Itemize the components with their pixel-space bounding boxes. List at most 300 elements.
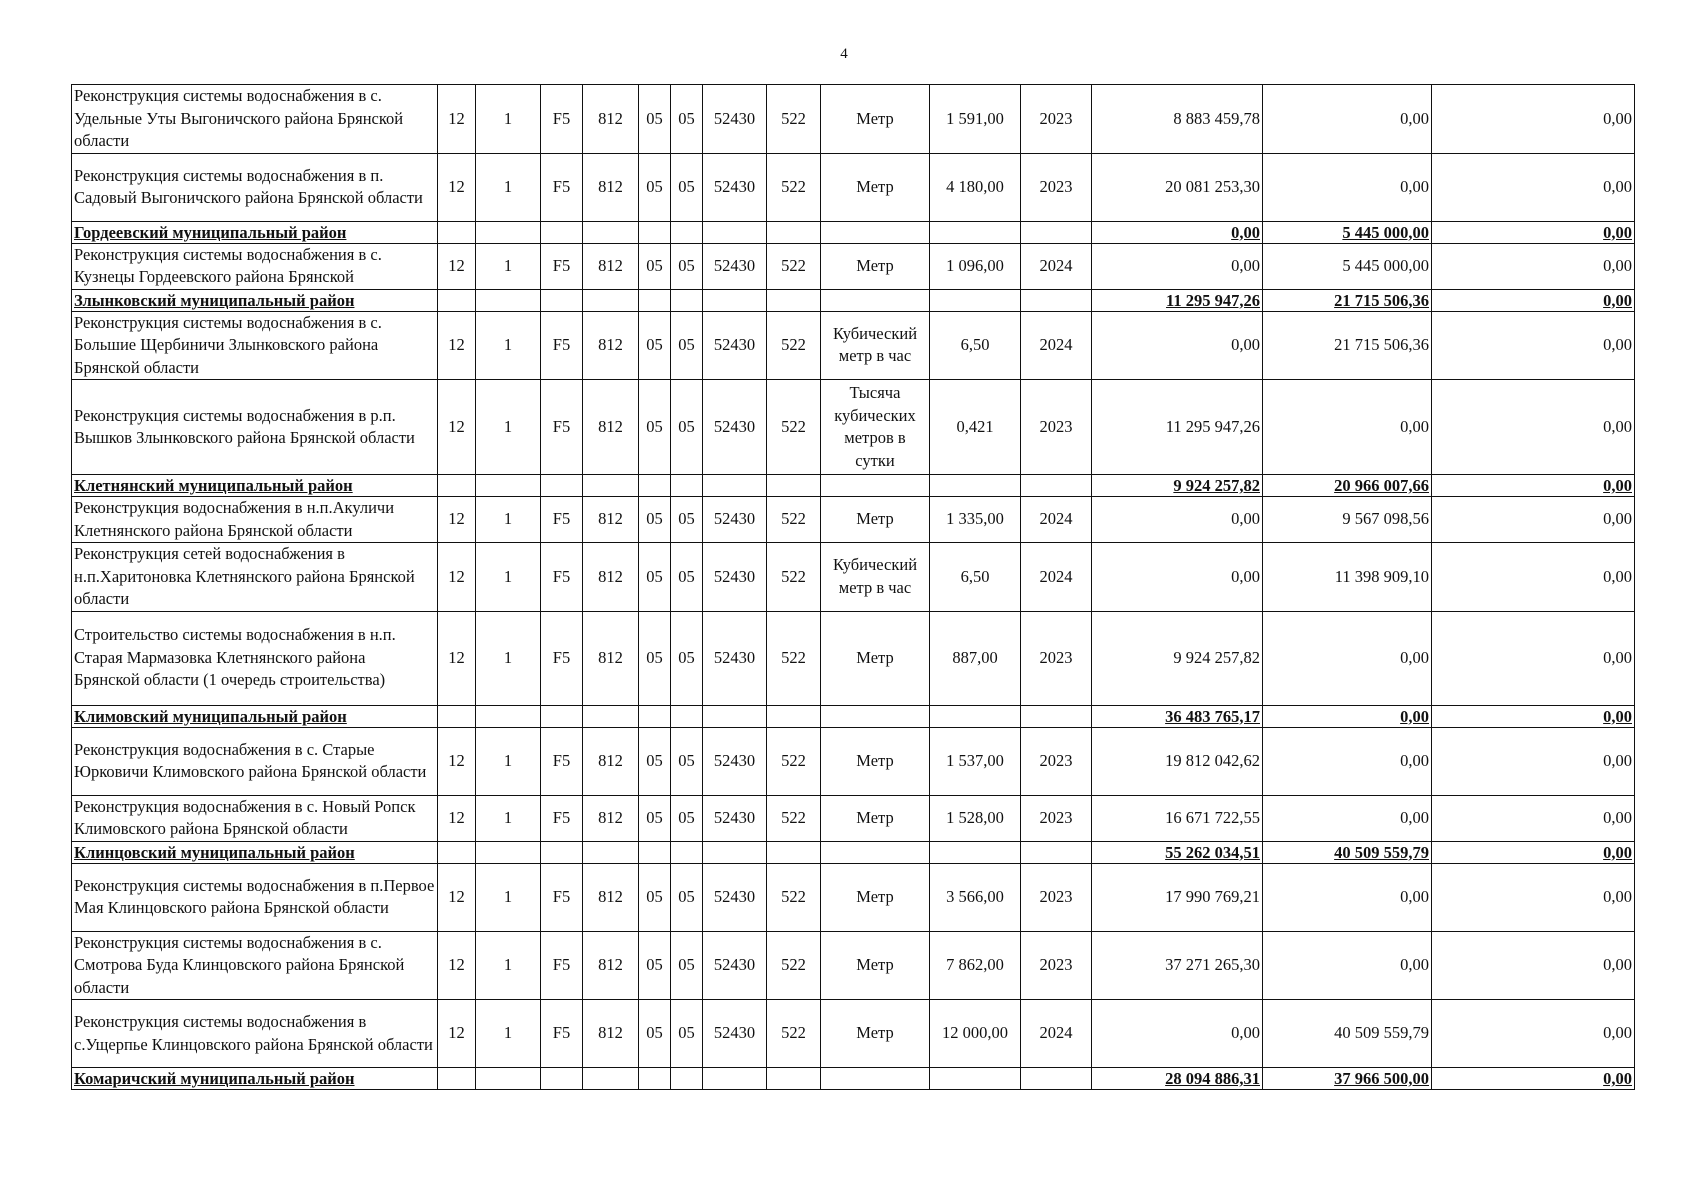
code-target-cell: 52430 (703, 380, 767, 475)
amount-2024-cell: 0,00 (1263, 153, 1432, 221)
code-section-cell: 12 (438, 795, 476, 841)
code-rz-cell: 05 (639, 863, 671, 931)
code-project-cell: F5 (541, 863, 583, 931)
code-section-cell: 12 (438, 153, 476, 221)
code-rz-cell: 05 (639, 380, 671, 475)
amount-2024-cell: 9 567 098,56 (1263, 497, 1432, 543)
code-target-cell: 52430 (703, 543, 767, 612)
unit-cell (821, 475, 930, 497)
code-subprogram-cell: 1 (476, 863, 541, 931)
code-section-cell (438, 221, 476, 243)
code-section-cell: 12 (438, 380, 476, 475)
code-subprogram-cell: 1 (476, 243, 541, 289)
code-gvs-cell: 812 (583, 497, 639, 543)
year-cell: 2023 (1021, 153, 1092, 221)
unit-cell: Тысяча кубических метров в сутки (821, 380, 930, 475)
row-name-cell: Реконструкция системы водоснабжения в п.Первое Мая Клинцовского района Брянской области (72, 863, 438, 931)
code-rz-cell (639, 1068, 671, 1090)
code-vr-cell: 522 (767, 243, 821, 289)
row-name-cell: Реконструкция системы водоснабжения в п. Садовый Выгоничского района Брянской области (72, 153, 438, 221)
code-vr-cell: 522 (767, 931, 821, 1000)
code-project-cell: F5 (541, 153, 583, 221)
unit-cell: Метр (821, 497, 930, 543)
unit-cell: Метр (821, 863, 930, 931)
code-vr-cell: 522 (767, 543, 821, 612)
code-rz-cell: 05 (639, 611, 671, 705)
amount-2024-cell: 0,00 (1263, 795, 1432, 841)
row-name-cell: Климовский муниципальный район (72, 705, 438, 727)
code-subprogram-cell: 1 (476, 611, 541, 705)
year-cell: 2023 (1021, 795, 1092, 841)
code-vr-cell: 522 (767, 85, 821, 154)
code-gvs-cell: 812 (583, 543, 639, 612)
code-section-cell: 12 (438, 85, 476, 154)
row-name-cell: Злынковский муниципальный район (72, 289, 438, 311)
code-pr-cell: 05 (671, 497, 703, 543)
code-subprogram-cell (476, 475, 541, 497)
district-subtotal-row (72, 1068, 1635, 1090)
row-name-cell: Реконструкция водоснабжения в с. Новый Ропск Климовского района Брянской области (72, 795, 438, 841)
year-cell (1021, 1068, 1092, 1090)
code-pr-cell: 05 (671, 85, 703, 154)
district-subtotal-row (72, 841, 1635, 863)
code-target-cell: 52430 (703, 311, 767, 380)
code-target-cell: 52430 (703, 497, 767, 543)
code-project-cell (541, 1068, 583, 1090)
code-gvs-cell: 812 (583, 85, 639, 154)
code-project-cell: F5 (541, 795, 583, 841)
code-section-cell: 12 (438, 1000, 476, 1068)
code-project-cell: F5 (541, 243, 583, 289)
table-row (72, 795, 1635, 841)
capacity-cell: 7 862,00 (930, 931, 1021, 1000)
code-gvs-cell: 812 (583, 311, 639, 380)
capacity-cell: 6,50 (930, 311, 1021, 380)
code-subprogram-cell: 1 (476, 153, 541, 221)
code-pr-cell: 05 (671, 380, 703, 475)
table-row (72, 543, 1635, 612)
amount-2024-cell: 11 398 909,10 (1263, 543, 1432, 612)
code-vr-cell: 522 (767, 311, 821, 380)
row-name-cell: Строительство системы водоснабжения в н.п. Старая Мармазовка Клетнянского района Брянской области (1 очередь строительства) (72, 611, 438, 705)
year-cell: 2023 (1021, 727, 1092, 795)
code-gvs-cell: 812 (583, 727, 639, 795)
amount-2024-cell: 0,00 (1263, 931, 1432, 1000)
code-target-cell (703, 841, 767, 863)
code-pr-cell: 05 (671, 863, 703, 931)
code-rz-cell (639, 841, 671, 863)
code-vr-cell (767, 475, 821, 497)
code-pr-cell (671, 705, 703, 727)
code-pr-cell: 05 (671, 795, 703, 841)
unit-cell (821, 1068, 930, 1090)
code-section-cell: 12 (438, 727, 476, 795)
amount-2023-cell: 55 262 034,51 (1092, 841, 1263, 863)
amount-2025-cell: 0,00 (1432, 611, 1635, 705)
unit-cell: Метр (821, 1000, 930, 1068)
code-pr-cell (671, 475, 703, 497)
code-section-cell: 12 (438, 611, 476, 705)
table-row (72, 85, 1635, 154)
unit-cell (821, 289, 930, 311)
code-vr-cell: 522 (767, 727, 821, 795)
table-row (72, 311, 1635, 380)
code-target-cell: 52430 (703, 863, 767, 931)
amount-2023-cell: 8 883 459,78 (1092, 85, 1263, 154)
code-vr-cell (767, 289, 821, 311)
capacity-cell (930, 221, 1021, 243)
district-subtotal-row (72, 705, 1635, 727)
code-vr-cell (767, 221, 821, 243)
amount-2023-cell: 20 081 253,30 (1092, 153, 1263, 221)
code-rz-cell: 05 (639, 543, 671, 612)
code-project-cell: F5 (541, 1000, 583, 1068)
amount-2025-cell: 0,00 (1432, 311, 1635, 380)
year-cell (1021, 475, 1092, 497)
code-project-cell: F5 (541, 85, 583, 154)
table-row (72, 380, 1635, 475)
year-cell (1021, 289, 1092, 311)
code-target-cell (703, 705, 767, 727)
district-subtotal-row (72, 221, 1635, 243)
code-gvs-cell (583, 1068, 639, 1090)
capacity-cell: 1 528,00 (930, 795, 1021, 841)
code-gvs-cell: 812 (583, 153, 639, 221)
unit-cell (821, 841, 930, 863)
code-gvs-cell: 812 (583, 243, 639, 289)
row-name-cell: Реконструкция водоснабжения в н.п.Акуличи Клетнянского района Брянской области (72, 497, 438, 543)
code-rz-cell: 05 (639, 243, 671, 289)
amount-2025-cell: 0,00 (1432, 795, 1635, 841)
code-project-cell: F5 (541, 380, 583, 475)
capacity-cell: 6,50 (930, 543, 1021, 612)
amount-2025-cell: 0,00 (1432, 153, 1635, 221)
amount-2024-cell: 40 509 559,79 (1263, 841, 1432, 863)
amount-2023-cell: 0,00 (1092, 221, 1263, 243)
unit-cell: Метр (821, 611, 930, 705)
table-row (72, 863, 1635, 931)
year-cell (1021, 705, 1092, 727)
amount-2023-cell: 0,00 (1092, 543, 1263, 612)
amount-2023-cell: 9 924 257,82 (1092, 611, 1263, 705)
code-section-cell: 12 (438, 863, 476, 931)
code-project-cell: F5 (541, 543, 583, 612)
code-gvs-cell: 812 (583, 795, 639, 841)
amount-2023-cell: 11 295 947,26 (1092, 380, 1263, 475)
unit-cell: Метр (821, 85, 930, 154)
code-vr-cell (767, 1068, 821, 1090)
amount-2025-cell: 0,00 (1432, 289, 1635, 311)
budget-table (71, 84, 1635, 1090)
table-row (72, 727, 1635, 795)
amount-2023-cell: 0,00 (1092, 1000, 1263, 1068)
code-project-cell: F5 (541, 311, 583, 380)
unit-cell (821, 221, 930, 243)
code-vr-cell (767, 841, 821, 863)
code-target-cell: 52430 (703, 243, 767, 289)
code-vr-cell: 522 (767, 380, 821, 475)
row-name-cell: Гордеевский муниципальный район (72, 221, 438, 243)
code-rz-cell: 05 (639, 1000, 671, 1068)
code-pr-cell: 05 (671, 727, 703, 795)
row-name-cell: Комаричский муниципальный район (72, 1068, 438, 1090)
code-rz-cell (639, 289, 671, 311)
year-cell: 2023 (1021, 611, 1092, 705)
code-subprogram-cell: 1 (476, 543, 541, 612)
code-gvs-cell (583, 475, 639, 497)
unit-cell: Метр (821, 727, 930, 795)
code-rz-cell: 05 (639, 497, 671, 543)
code-target-cell (703, 221, 767, 243)
code-gvs-cell (583, 705, 639, 727)
amount-2025-cell: 0,00 (1432, 1068, 1635, 1090)
code-gvs-cell: 812 (583, 1000, 639, 1068)
row-name-cell: Реконструкция системы водоснабжения в р.п. Вышков Злынковского района Брянской области (72, 380, 438, 475)
code-subprogram-cell (476, 1068, 541, 1090)
code-section-cell: 12 (438, 243, 476, 289)
code-section-cell (438, 475, 476, 497)
amount-2025-cell: 0,00 (1432, 705, 1635, 727)
code-section-cell: 12 (438, 543, 476, 612)
amount-2025-cell: 0,00 (1432, 85, 1635, 154)
code-subprogram-cell: 1 (476, 85, 541, 154)
amount-2023-cell: 19 812 042,62 (1092, 727, 1263, 795)
amount-2024-cell: 0,00 (1263, 705, 1432, 727)
amount-2023-cell: 16 671 722,55 (1092, 795, 1263, 841)
amount-2024-cell: 0,00 (1263, 727, 1432, 795)
code-subprogram-cell: 1 (476, 795, 541, 841)
code-vr-cell: 522 (767, 1000, 821, 1068)
code-vr-cell: 522 (767, 795, 821, 841)
code-section-cell (438, 705, 476, 727)
amount-2023-cell: 36 483 765,17 (1092, 705, 1263, 727)
code-target-cell: 52430 (703, 153, 767, 221)
amount-2024-cell: 0,00 (1263, 85, 1432, 154)
code-project-cell (541, 841, 583, 863)
amount-2024-cell: 20 966 007,66 (1263, 475, 1432, 497)
code-subprogram-cell: 1 (476, 727, 541, 795)
code-target-cell: 52430 (703, 611, 767, 705)
unit-cell: Кубический метр в час (821, 543, 930, 612)
code-project-cell: F5 (541, 931, 583, 1000)
code-rz-cell (639, 475, 671, 497)
amount-2023-cell: 11 295 947,26 (1092, 289, 1263, 311)
table-row (72, 611, 1635, 705)
amount-2024-cell: 21 715 506,36 (1263, 289, 1432, 311)
code-pr-cell: 05 (671, 611, 703, 705)
row-name-cell: Клетнянский муниципальный район (72, 475, 438, 497)
code-section-cell (438, 289, 476, 311)
code-rz-cell (639, 705, 671, 727)
capacity-cell: 1 591,00 (930, 85, 1021, 154)
code-vr-cell: 522 (767, 153, 821, 221)
amount-2023-cell: 9 924 257,82 (1092, 475, 1263, 497)
table-row (72, 153, 1635, 221)
code-subprogram-cell (476, 289, 541, 311)
amount-2023-cell: 17 990 769,21 (1092, 863, 1263, 931)
code-pr-cell: 05 (671, 543, 703, 612)
code-section-cell (438, 1068, 476, 1090)
code-gvs-cell (583, 221, 639, 243)
code-gvs-cell: 812 (583, 931, 639, 1000)
year-cell: 2023 (1021, 85, 1092, 154)
year-cell: 2024 (1021, 311, 1092, 380)
amount-2025-cell: 0,00 (1432, 497, 1635, 543)
code-project-cell (541, 221, 583, 243)
code-subprogram-cell (476, 221, 541, 243)
code-target-cell (703, 289, 767, 311)
amount-2023-cell: 0,00 (1092, 497, 1263, 543)
year-cell (1021, 221, 1092, 243)
code-gvs-cell: 812 (583, 863, 639, 931)
amount-2024-cell: 37 966 500,00 (1263, 1068, 1432, 1090)
unit-cell (821, 705, 930, 727)
amount-2024-cell: 5 445 000,00 (1263, 221, 1432, 243)
code-pr-cell: 05 (671, 1000, 703, 1068)
code-rz-cell: 05 (639, 85, 671, 154)
code-project-cell: F5 (541, 611, 583, 705)
amount-2023-cell: 0,00 (1092, 243, 1263, 289)
code-gvs-cell (583, 289, 639, 311)
unit-cell: Метр (821, 795, 930, 841)
year-cell: 2023 (1021, 380, 1092, 475)
code-vr-cell: 522 (767, 611, 821, 705)
amount-2024-cell: 0,00 (1263, 863, 1432, 931)
code-target-cell (703, 475, 767, 497)
amount-2025-cell: 0,00 (1432, 1000, 1635, 1068)
code-subprogram-cell: 1 (476, 380, 541, 475)
code-project-cell (541, 705, 583, 727)
row-name-cell: Реконструкция системы водоснабжения в с. Большие Щербиничи Злынковского района Брянской области (72, 311, 438, 380)
capacity-cell (930, 289, 1021, 311)
code-subprogram-cell (476, 705, 541, 727)
unit-cell: Метр (821, 931, 930, 1000)
code-project-cell: F5 (541, 497, 583, 543)
capacity-cell: 0,421 (930, 380, 1021, 475)
year-cell: 2024 (1021, 1000, 1092, 1068)
amount-2025-cell: 0,00 (1432, 863, 1635, 931)
district-subtotal-row (72, 289, 1635, 311)
capacity-cell: 4 180,00 (930, 153, 1021, 221)
code-subprogram-cell: 1 (476, 497, 541, 543)
code-vr-cell (767, 705, 821, 727)
code-target-cell: 52430 (703, 727, 767, 795)
capacity-cell (930, 841, 1021, 863)
code-gvs-cell: 812 (583, 611, 639, 705)
amount-2024-cell: 0,00 (1263, 611, 1432, 705)
code-subprogram-cell: 1 (476, 931, 541, 1000)
unit-cell: Метр (821, 243, 930, 289)
code-pr-cell (671, 221, 703, 243)
amount-2024-cell: 40 509 559,79 (1263, 1000, 1432, 1068)
capacity-cell: 12 000,00 (930, 1000, 1021, 1068)
capacity-cell: 3 566,00 (930, 863, 1021, 931)
amount-2024-cell: 5 445 000,00 (1263, 243, 1432, 289)
amount-2025-cell: 0,00 (1432, 243, 1635, 289)
table-row (72, 497, 1635, 543)
table-row (72, 243, 1635, 289)
code-pr-cell (671, 289, 703, 311)
year-cell: 2023 (1021, 931, 1092, 1000)
amount-2025-cell: 0,00 (1432, 931, 1635, 1000)
capacity-cell: 1 096,00 (930, 243, 1021, 289)
code-section-cell: 12 (438, 497, 476, 543)
code-subprogram-cell: 1 (476, 311, 541, 380)
code-project-cell (541, 289, 583, 311)
code-target-cell: 52430 (703, 931, 767, 1000)
code-pr-cell: 05 (671, 931, 703, 1000)
code-subprogram-cell (476, 841, 541, 863)
year-cell: 2024 (1021, 497, 1092, 543)
row-name-cell: Реконструкция системы водоснабжения в с.Ущерпье Клинцовского района Брянской области (72, 1000, 438, 1068)
code-section-cell: 12 (438, 931, 476, 1000)
row-name-cell: Реконструкция системы водоснабжения в с. Смотрова Буда Клинцовского района Брянской области (72, 931, 438, 1000)
code-rz-cell: 05 (639, 795, 671, 841)
code-project-cell (541, 475, 583, 497)
code-pr-cell: 05 (671, 153, 703, 221)
table-row (72, 931, 1635, 1000)
code-target-cell: 52430 (703, 85, 767, 154)
code-rz-cell: 05 (639, 727, 671, 795)
year-cell: 2024 (1021, 243, 1092, 289)
table-row (72, 1000, 1635, 1068)
amount-2023-cell: 0,00 (1092, 311, 1263, 380)
code-pr-cell (671, 1068, 703, 1090)
row-name-cell: Реконструкция сетей водоснабжения в н.п.Харитоновка Клетнянского района Брянской области (72, 543, 438, 612)
amount-2023-cell: 28 094 886,31 (1092, 1068, 1263, 1090)
code-target-cell: 52430 (703, 1000, 767, 1068)
code-gvs-cell (583, 841, 639, 863)
code-rz-cell (639, 221, 671, 243)
code-subprogram-cell: 1 (476, 1000, 541, 1068)
amount-2024-cell: 21 715 506,36 (1263, 311, 1432, 380)
code-pr-cell: 05 (671, 311, 703, 380)
amount-2025-cell: 0,00 (1432, 727, 1635, 795)
year-cell: 2024 (1021, 543, 1092, 612)
code-section-cell (438, 841, 476, 863)
code-target-cell: 52430 (703, 795, 767, 841)
row-name-cell: Клинцовский муниципальный район (72, 841, 438, 863)
amount-2025-cell: 0,00 (1432, 475, 1635, 497)
capacity-cell (930, 705, 1021, 727)
code-vr-cell: 522 (767, 863, 821, 931)
amount-2023-cell: 37 271 265,30 (1092, 931, 1263, 1000)
row-name-cell: Реконструкция водоснабжения в с. Старые Юрковичи Климовского района Брянской области (72, 727, 438, 795)
code-rz-cell: 05 (639, 931, 671, 1000)
unit-cell: Кубический метр в час (821, 311, 930, 380)
code-section-cell: 12 (438, 311, 476, 380)
capacity-cell (930, 1068, 1021, 1090)
code-vr-cell: 522 (767, 497, 821, 543)
amount-2024-cell: 0,00 (1263, 380, 1432, 475)
code-pr-cell: 05 (671, 243, 703, 289)
code-rz-cell: 05 (639, 311, 671, 380)
year-cell (1021, 841, 1092, 863)
amount-2025-cell: 0,00 (1432, 841, 1635, 863)
capacity-cell: 1 335,00 (930, 497, 1021, 543)
amount-2025-cell: 0,00 (1432, 380, 1635, 475)
code-target-cell (703, 1068, 767, 1090)
page-number: 4 (840, 46, 848, 62)
capacity-cell: 887,00 (930, 611, 1021, 705)
code-pr-cell (671, 841, 703, 863)
code-project-cell: F5 (541, 727, 583, 795)
capacity-cell: 1 537,00 (930, 727, 1021, 795)
row-name-cell: Реконструкция системы водоснабжения в с. Удельные Уты Выгоничского района Брянской области (72, 85, 438, 154)
row-name-cell: Реконструкция системы водоснабжения в с. Кузнецы Гордеевского района Брянской (72, 243, 438, 289)
capacity-cell (930, 475, 1021, 497)
unit-cell: Метр (821, 153, 930, 221)
